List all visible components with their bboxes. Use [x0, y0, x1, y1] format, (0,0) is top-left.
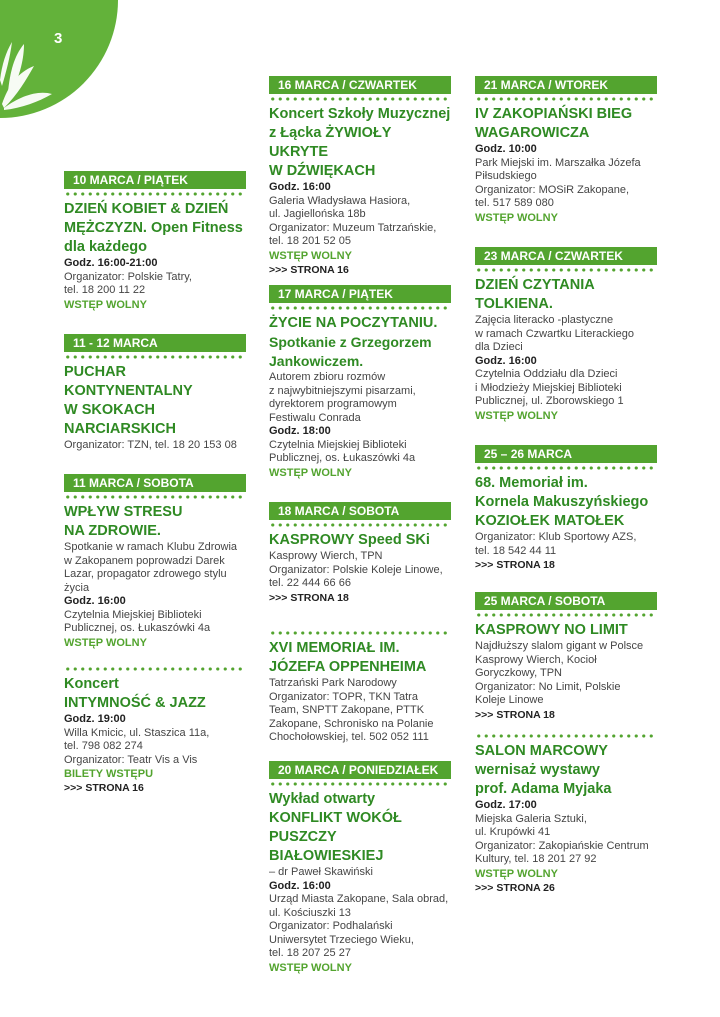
leaf-corner-decoration: [0, 0, 118, 118]
dotted-divider: [269, 306, 451, 310]
dotted-divider: [475, 466, 657, 470]
event-info-line: i Młodzieży Miejskiej Biblioteki: [475, 381, 622, 394]
event-description: Spotkanie w ramach Klubu Zdrowia: [64, 541, 238, 553]
event-info-line: Team, SNPTT Zakopane, PTTK: [269, 704, 425, 716]
event-title-line: TOLKIENA.: [475, 296, 553, 312]
event-title-line: KASPROWY Speed SKi: [269, 532, 430, 548]
dotted-divider: [269, 97, 451, 101]
event-title-line: JÓZEFA OPPENHEIMA: [269, 659, 427, 675]
event-info-line: Organizator: Polskie Tatry,: [64, 270, 192, 283]
event-info-line: Koleje Linowe: [475, 694, 544, 706]
event-title-line: DZIEŃ KOBIET & DZIEŃ: [64, 201, 229, 217]
event-title-line: PUSZCZY BIAŁOWIESKIEJ: [269, 829, 384, 864]
event-time: Godz. 16:00: [475, 354, 537, 367]
event-description: dla Dzieci: [475, 341, 523, 353]
event-description: z najwybitniejszymi pisarzami,: [269, 384, 416, 397]
event-title-line: W SKOKACH: [64, 402, 156, 418]
dotted-divider: [475, 97, 657, 101]
dotted-divider: [64, 355, 246, 359]
event-info-line: Organizator: Podhalański: [269, 920, 393, 932]
event-info-line: tel. 18 542 44 11: [475, 544, 557, 557]
event-title-line: prof. Adama Myjaka: [475, 781, 612, 797]
event-info-line: ul. Jagiellońska 18b: [269, 208, 366, 220]
event-info-line: Organizator: Klub Sportowy AZS,: [475, 531, 637, 543]
entry-info: WSTĘP WOLNY: [475, 409, 558, 422]
event-info-line: Organizator: Muzeum Tatrzańskie,: [269, 221, 437, 234]
event-info-line: tel. 517 589 080: [475, 197, 554, 209]
dotted-divider: [269, 631, 451, 635]
event-info-line: Czytelnia Miejskiej Biblioteki: [64, 608, 202, 621]
event-date-bar: 25 – 26 MARCA: [475, 445, 657, 463]
event-description: Zajęcia literacko -plastyczne: [475, 314, 614, 326]
event-info-line: Uniwersytet Trzeciego Wieku,: [269, 933, 414, 946]
event-music-school-concert: [269, 76, 451, 277]
event-date-bar: 21 MARCA / WTOREK: [475, 76, 657, 94]
event-description: dyrektorem programowym: [269, 398, 397, 410]
event-womens-day: [64, 171, 246, 312]
dotted-divider: [269, 523, 451, 527]
event-title-line: 68. Memoriał im.: [475, 475, 588, 491]
event-title-line: KONFLIKT WOKÓŁ: [269, 810, 402, 826]
event-date-bar: 16 MARCA / CZWARTEK: [269, 76, 451, 94]
page-reference-link[interactable]: >>> STRONA 18: [475, 559, 555, 571]
event-title-line: SALON MARCOWY: [475, 743, 608, 759]
dotted-divider: [64, 192, 246, 196]
event-time: Godz. 18:00: [269, 425, 331, 437]
event-info-line: Czytelnia Miejskiej Biblioteki: [269, 438, 407, 451]
entry-info: WSTĘP WOLNY: [64, 298, 147, 311]
event-info-line: Goryczkowy, TPN: [475, 667, 562, 679]
entry-info: WSTĘP WOLNY: [475, 867, 558, 880]
event-description: Autorem zbioru rozmów: [269, 371, 386, 383]
event-title-line: MĘŻCZYZN. Open Fitness: [64, 220, 243, 236]
event-title-line: Koncert: [64, 676, 119, 692]
event-info-line: ul. Kościuszki 13: [269, 906, 351, 919]
event-title-line: KASPROWY NO LIMIT: [475, 622, 628, 638]
event-title-line: KONTYNENTALNY: [64, 383, 193, 399]
event-description: w ramach Czwartku Literackiego: [475, 327, 634, 340]
event-description: Festiwalu Conrada: [269, 411, 361, 424]
event-title-line: NARCIARSKICH: [64, 421, 176, 437]
dotted-divider: [475, 268, 657, 272]
event-info-line: Piłsudskiego: [475, 170, 537, 182]
page-reference-link[interactable]: >>> STRONA 26: [475, 881, 555, 894]
event-date-bar: 11 MARCA / SOBOTA: [64, 474, 246, 492]
event-subtitle-line: Jankowiczem.: [269, 353, 364, 369]
event-title-line: WAGAROWICZA: [475, 125, 590, 141]
event-description: życia: [64, 581, 90, 594]
entry-info: WSTĘP WOLNY: [269, 466, 352, 479]
event-info-line: Najdłuższy slalom gigant w Polsce: [475, 640, 644, 652]
event-subtitle-line: Spotkanie z Grzegorzem: [269, 334, 432, 350]
event-date-bar: 17 MARCA / PIĄTEK: [269, 285, 451, 303]
event-description: Lazar, propagator zdrowego stylu: [64, 568, 227, 580]
event-jazz-concert: [64, 664, 246, 795]
event-info-line: Organizator: No Limit, Polskie: [475, 680, 621, 693]
event-info-line: Czytelnia Oddziału dla Dzieci: [475, 368, 618, 380]
event-info-line: Urząd Miasta Zakopane, Sala obrad,: [269, 893, 449, 905]
event-info-line: tel. 22 444 66 66: [269, 577, 351, 589]
entry-info: WSTĘP WOLNY: [64, 636, 147, 649]
event-info-line: Publicznej, ul. Zborowskiego 1: [475, 395, 624, 407]
event-title-line: INTYMNOŚĆ & JAZZ: [64, 695, 206, 711]
page-reference-link[interactable]: >>> STRONA 16: [269, 263, 349, 276]
event-time: Godz. 16:00: [64, 595, 126, 607]
event-title-line: KOZIOŁEK MATOŁEK: [475, 513, 625, 529]
event-ski-jumping: [64, 334, 246, 453]
event-info-line: Miejska Galeria Sztuki,: [475, 812, 587, 825]
dotted-divider: [475, 734, 657, 738]
event-time: Godz. 19:00: [64, 713, 126, 725]
event-tolkien-day: [475, 247, 657, 423]
event-info-line: Publicznej, os. Łukaszówki 4a: [269, 452, 416, 464]
event-info-line: tel. 18 201 52 05: [269, 235, 351, 247]
event-title-line: Wykład otwarty: [269, 791, 376, 807]
event-kasprowy-speed-ski: [269, 502, 451, 605]
event-info-line: Organizator: MOSiR Zakopane,: [475, 183, 630, 196]
event-title-line: PUCHAR: [64, 364, 127, 380]
event-info-line: tel. 18 207 25 27: [269, 947, 351, 959]
event-time: Godz. 16:00: [269, 181, 331, 193]
event-time: Godz. 17:00: [475, 799, 537, 811]
event-info-line: Organizator: TOPR, TKN Tatra: [269, 690, 418, 703]
event-title-line: dla każdego: [64, 239, 147, 255]
event-date-bar: 23 MARCA / CZWARTEK: [475, 247, 657, 265]
event-title-line: wernisaż wystawy: [475, 762, 600, 778]
event-truant-run: [475, 76, 657, 225]
page-number: 3: [54, 30, 63, 47]
dotted-divider: [475, 613, 657, 617]
event-title-line: IV ZAKOPIAŃSKI BIEG: [475, 106, 633, 122]
event-date-bar: 18 MARCA / SOBOTA: [269, 502, 451, 520]
event-description: – dr Paweł Skawiński: [269, 866, 373, 878]
dotted-divider: [64, 667, 246, 671]
dotted-divider: [269, 782, 451, 786]
event-title-line: W DŹWIĘKACH: [269, 163, 376, 179]
event-info-line: Galeria Władysława Hasiora,: [269, 194, 411, 207]
event-date-bar: 11 - 12 MARCA: [64, 334, 246, 352]
event-salon-marcowy: [475, 731, 657, 895]
event-info-line: Organizator: TZN, tel. 18 20 153 08: [64, 439, 237, 451]
page-reference-link[interactable]: >>> STRONA 18: [269, 591, 349, 604]
dotted-divider: [64, 495, 246, 499]
event-info-line: Chochołowskiej, tel. 502 052 111: [269, 731, 429, 743]
event-info-line: Organizator: Zakopiańskie Centrum: [475, 839, 649, 852]
event-info-line: Kasprowy Wierch, Kocioł: [475, 653, 597, 666]
event-lecture-bialowieza: [269, 761, 451, 975]
event-life-reading: [269, 285, 451, 480]
event-info-line: Park Miejski im. Marszałka Józefa: [475, 156, 641, 169]
event-date-bar: 25 MARCA / SOBOTA: [475, 592, 657, 610]
event-time: Godz. 10:00: [475, 143, 537, 155]
event-info-line: Kasprowy Wierch, TPN: [269, 550, 383, 562]
event-title-line: NA ZDROWIE.: [64, 523, 161, 539]
page-reference-link[interactable]: >>> STRONA 16: [64, 782, 144, 794]
entry-info: BILETY WSTĘPU: [64, 768, 154, 780]
event-title-line: Koncert Szkoły Muzycznej: [269, 106, 451, 122]
event-title-line: XVI MEMORIAŁ IM.: [269, 640, 400, 656]
event-info-line: Tatrzański Park Narodowy: [269, 677, 397, 689]
page-reference-link[interactable]: >>> STRONA 18: [475, 708, 555, 721]
event-makuszynski-memorial: [475, 445, 657, 572]
event-description: w Zakopanem poprowadzi Darek: [64, 554, 225, 567]
event-info-line: ul. Krupówki 41: [475, 826, 551, 838]
event-info-line: Kultury, tel. 18 201 27 92: [475, 853, 597, 865]
event-info-line: Organizator: Teatr Vis a Vis: [64, 753, 198, 766]
event-info-line: tel. 798 082 274: [64, 740, 143, 752]
entry-info: WSTĘP WOLNY: [269, 961, 352, 974]
event-time: Godz. 16:00-21:00: [64, 257, 158, 269]
event-kasprowy-no-limit: [475, 592, 657, 722]
event-date-bar: 10 MARCA / PIĄTEK: [64, 171, 246, 189]
event-stress-health: [64, 474, 246, 650]
event-info-line: Publicznej, os. Łukaszówki 4a: [64, 622, 211, 634]
event-title-line: WPŁYW STRESU: [64, 504, 183, 520]
entry-info: WSTĘP WOLNY: [269, 249, 352, 262]
event-title-line: z Łącka ŻYWIOŁY UKRYTE: [269, 125, 392, 160]
event-info-line: Organizator: Polskie Koleje Linowe,: [269, 563, 443, 576]
entry-info: WSTĘP WOLNY: [475, 211, 558, 224]
event-title-line: Kornela Makuszyńskiego: [475, 494, 649, 510]
event-info-line: Zakopane, Schronisko na Polanie: [269, 717, 434, 730]
event-info-line: tel. 18 200 11 22: [64, 284, 146, 296]
event-time: Godz. 16:00: [269, 879, 331, 892]
event-info-line: Willa Kmicic, ul. Staszica 11a,: [64, 726, 210, 739]
event-title-line: ŻYCIE NA POCZYTANIU.: [269, 315, 438, 331]
event-oppenheim-memorial: [269, 628, 451, 745]
event-title-line: DZIEŃ CZYTANIA: [475, 277, 595, 293]
event-date-bar: 20 MARCA / PONIEDZIAŁEK: [269, 761, 451, 779]
